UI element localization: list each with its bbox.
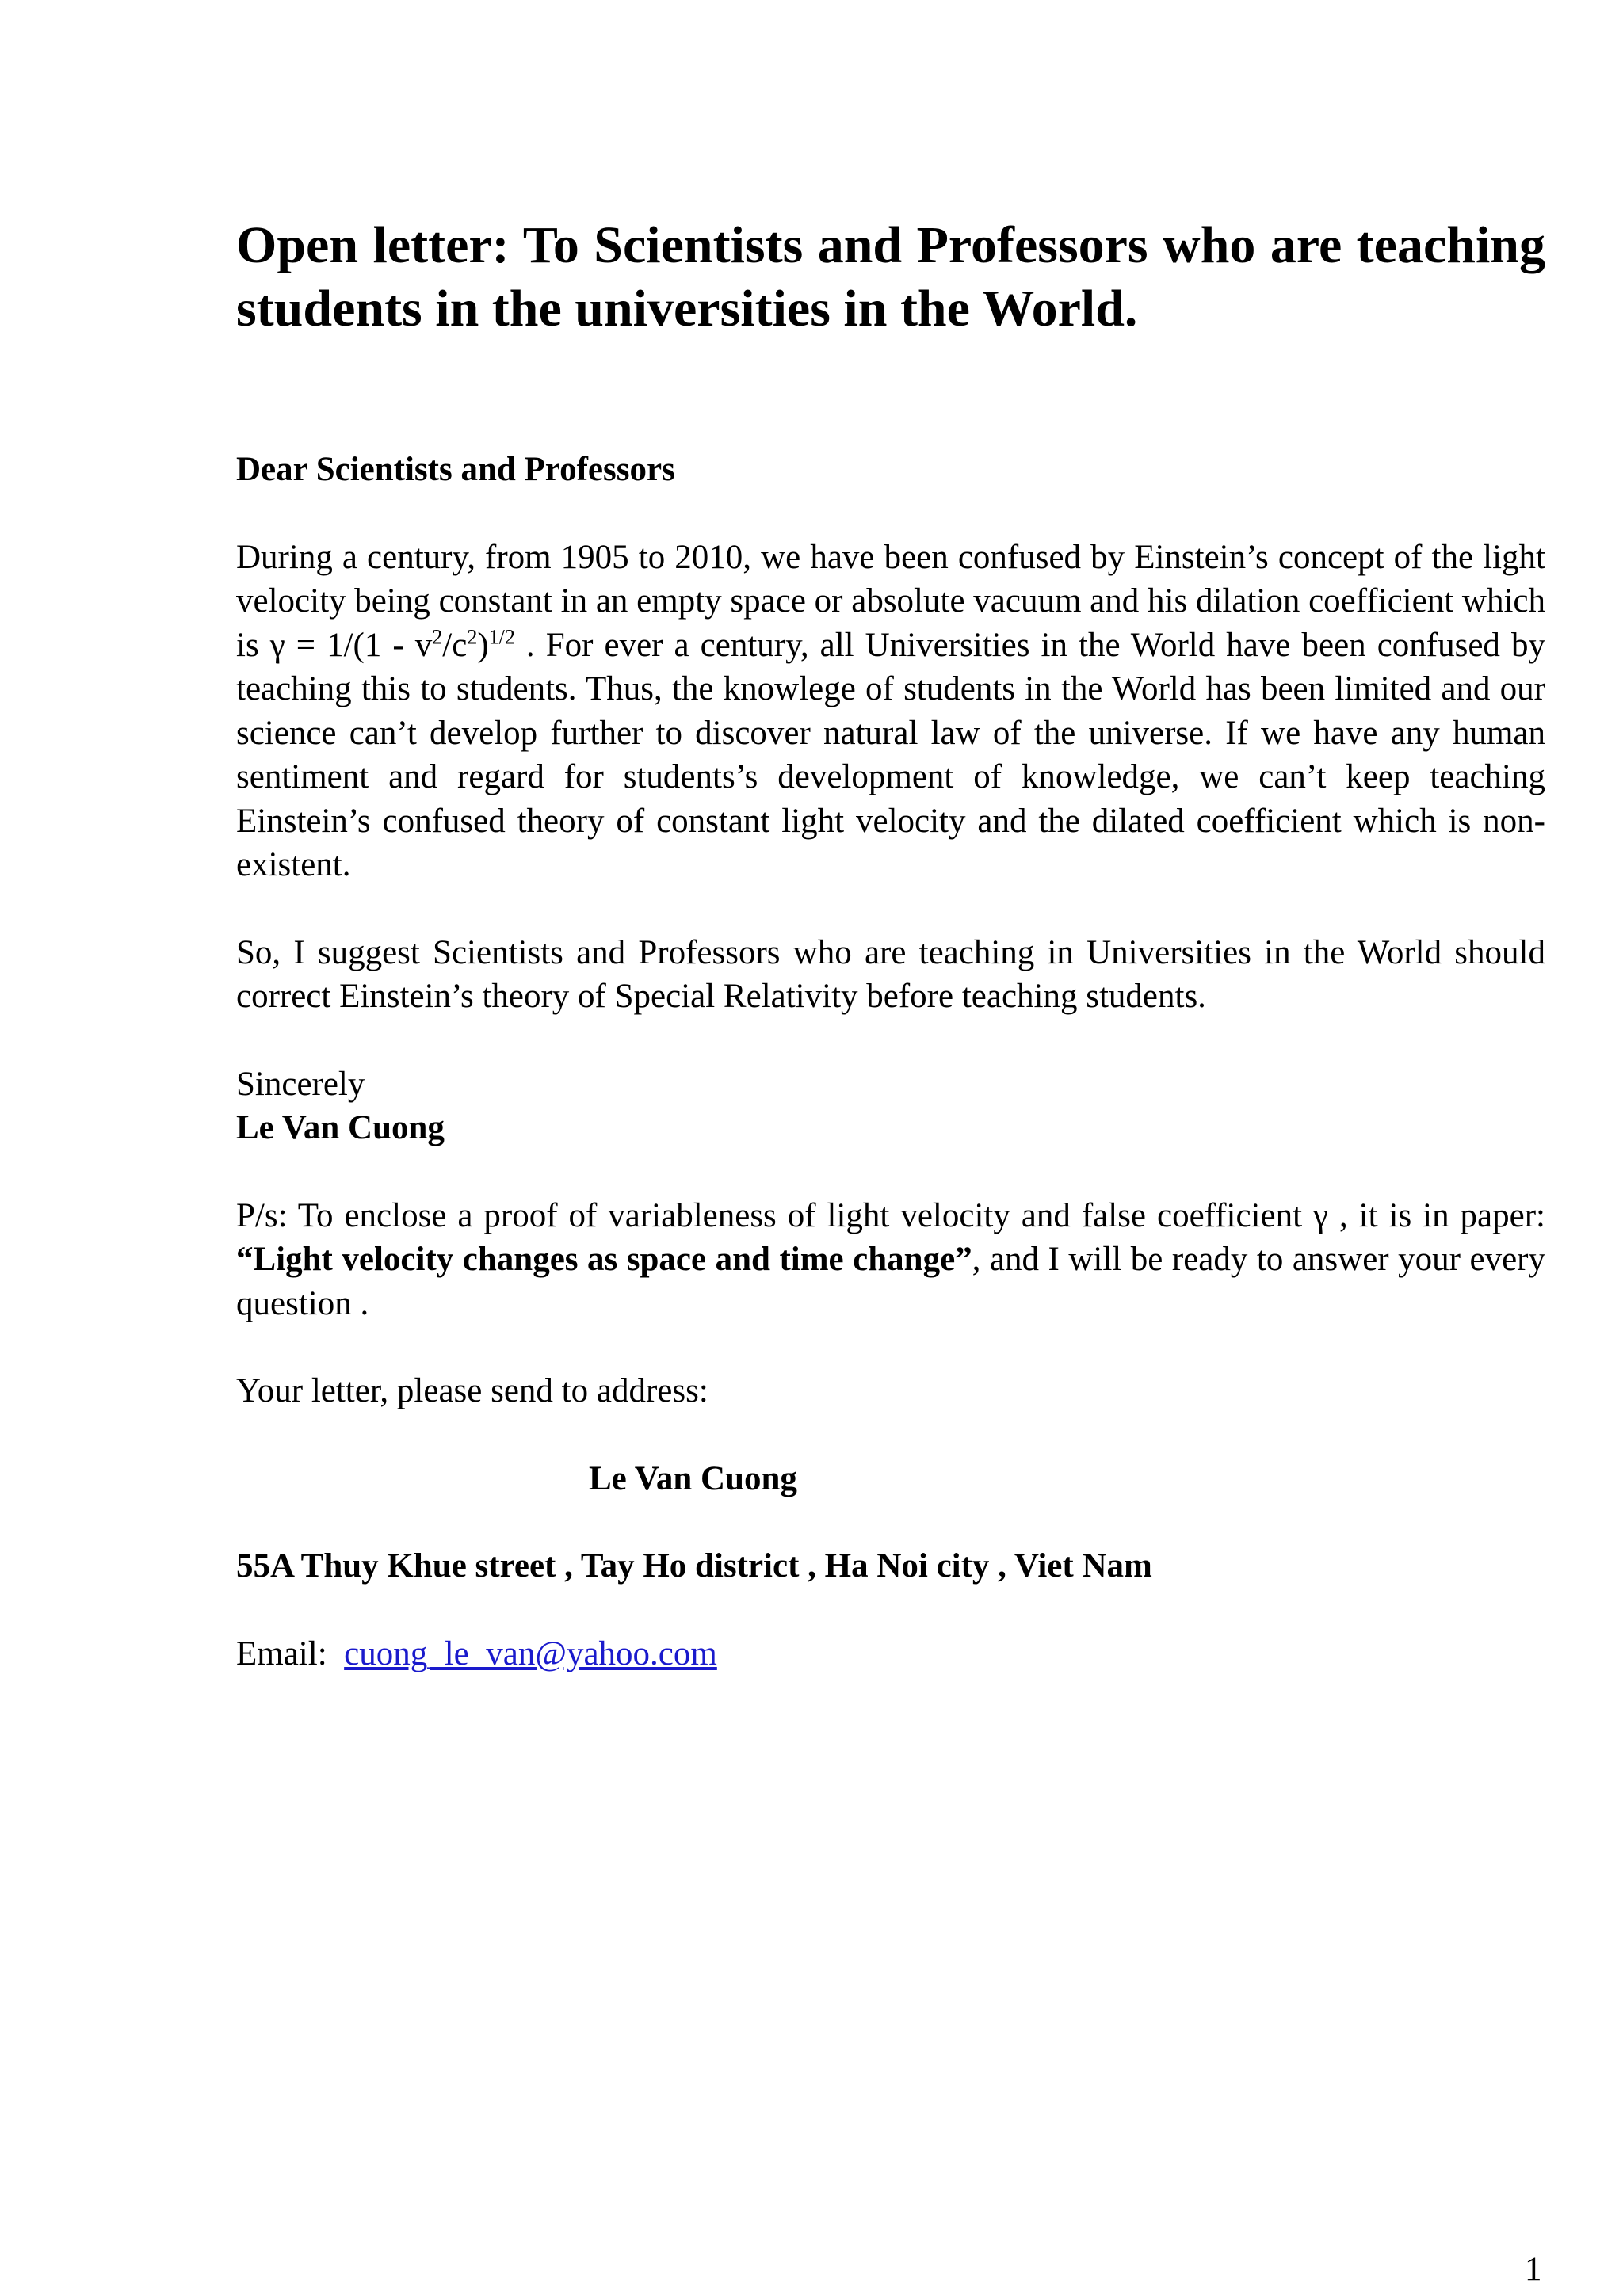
postscript-paragraph (236, 1194, 1545, 1326)
paragraph-einstein-concept (236, 536, 1545, 887)
closing: Sincerely (236, 1065, 365, 1103)
letter-title: Open letter: To Scientists and Professors who are teaching students in the universities in the World. (236, 216, 1545, 338)
formula-close-paren: ) (477, 626, 489, 664)
letter-body (236, 214, 1545, 1676)
signature-name: Le Van Cuong (236, 1109, 445, 1146)
postscript-text-start: P/s: To enclose a proof of variableness of light velocity and false coefficient γ , it is in paper: (236, 1196, 1545, 1234)
address-name: Le Van Cuong (589, 1459, 797, 1497)
address-line: 55A Thuy Khue street , Tay Ho district , Ha Noi city , Viet Nam (236, 1547, 1152, 1585)
paragraph-suggestion: So, I suggest Scientists and Professors who are teaching in Universities in the World should correct Einstein’s theory of Special Relativity before teaching students. (236, 933, 1545, 1015)
paper-title: “Light velocity changes as space and time change” (236, 1241, 972, 1278)
email-link[interactable]: cuong_le_van@yahoo.com (344, 1634, 717, 1672)
email-line (236, 1632, 1545, 1676)
formula-superscript-root: 1/2 (488, 625, 515, 649)
page-number: 1 (1525, 2251, 1542, 2288)
paragraph-text-before-formula: During a century, from 1905 to 2010, we have been confused by Einstein’s concept of the light velocity being constant in an empty space or absolute vacuum and his dilation coefficient which is γ = 1/(1 - v (236, 538, 1545, 664)
salutation: Dear Scientists and Professors (236, 451, 675, 488)
formula-superscript-c: 2 (467, 625, 478, 649)
email-label: Email: (236, 1634, 327, 1672)
paragraph-text-after-formula: . For ever a century, all Universities in the World have been confused by teaching this to students. Thus, the knowlege of students in the World has been limited and our science can’t develop further to discover natural law of the universe. If we have any human sentiment and regard for students’s development of knowledge, we can’t keep teaching Einstein’s confused theory of constant light velocity and the dilated coefficient which is non-existent. (236, 626, 1545, 883)
postscript-text-end: , and I will be ready to answer your every question . (236, 1241, 1545, 1322)
formula-superscript-v: 2 (432, 625, 443, 649)
address-intro: Your letter, please send to address: (236, 1372, 708, 1409)
formula-text-c: /c (442, 626, 468, 664)
